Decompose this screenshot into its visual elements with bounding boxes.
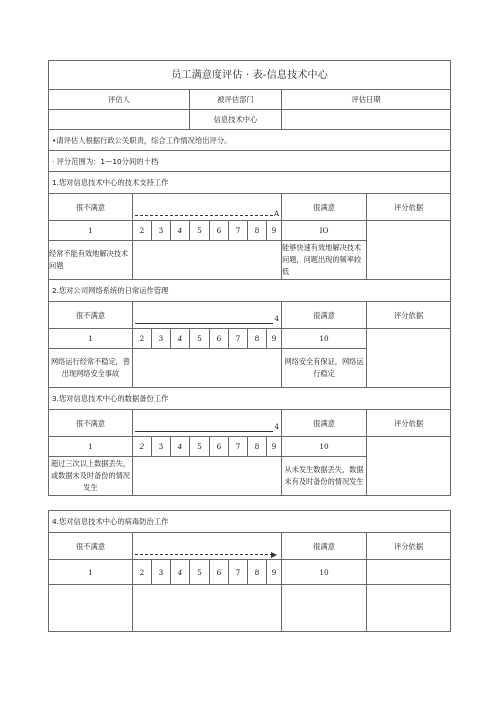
score-option[interactable]: 3 [152, 437, 171, 457]
score-option[interactable]: 5 [190, 560, 210, 585]
rating-scale-line [133, 410, 282, 437]
instruction-note: •请评估人根据行政公关职责，综合工作情况给出评分。 [49, 130, 451, 151]
middle-space [133, 585, 282, 632]
score-option-ten[interactable]: 10 [282, 329, 367, 349]
scale-range-note: · 评分范围为：1—10分间的十档 [49, 151, 451, 172]
score-option[interactable]: 9 [267, 560, 282, 585]
score-option[interactable]: 6 [210, 221, 229, 241]
score-option[interactable]: 2 [133, 560, 152, 585]
basis-input[interactable] [367, 221, 451, 280]
low-score-description: 超过三次以上数据丢失，或数据未及时备份的情况发生 [49, 457, 133, 496]
score-option[interactable]: 5 [190, 437, 210, 457]
high-score-description: 能够快速有效地解决技术问题，问题出现的频率较低 [282, 241, 367, 280]
basis-input[interactable] [367, 560, 451, 585]
score-option[interactable]: 4 [171, 329, 190, 349]
low-score-description: 经常不能有效地解决技术问题 [49, 241, 133, 280]
rating-scale-line [133, 302, 282, 329]
low-score-description: 网络运行经常不稳定，曾出现网络安全事故 [49, 349, 133, 388]
basis-label: 评分依据 [367, 533, 451, 560]
scale-marker: 4 [274, 423, 279, 431]
score-option[interactable]: 7 [229, 437, 248, 457]
dept-name: 信息技术中心 [190, 110, 282, 130]
middle-space [133, 457, 282, 496]
score-option-ten[interactable]: 10 [282, 437, 367, 457]
section-4-title: 4.您对信息技术中心的病毒防治工作 [49, 511, 451, 533]
very-satisfied-label: 很满意 [282, 302, 367, 329]
middle-space [133, 241, 282, 280]
high-score-description: 从未发生数据丢失，数据未有及时备份的情况发生 [282, 457, 367, 496]
score-option[interactable]: 8 [248, 221, 267, 241]
low-score-description [49, 585, 133, 632]
score-option[interactable]: 2 [133, 329, 152, 349]
section-gap [49, 496, 451, 511]
score-option[interactable]: 4 [171, 560, 190, 585]
score-option[interactable]: 1 [49, 560, 133, 585]
very-dissatisfied-label: 很不满意 [49, 410, 133, 437]
score-option[interactable]: 6 [210, 437, 229, 457]
scale-marker: A [273, 210, 279, 218]
basis-label: 评分依据 [367, 410, 451, 437]
rating-scale-line [133, 533, 282, 560]
eval-date-value[interactable] [282, 110, 451, 130]
very-satisfied-label: 很满意 [282, 194, 367, 221]
score-option[interactable]: 5 [190, 329, 210, 349]
evaluator-value[interactable] [49, 110, 190, 130]
score-option-ten[interactable]: IO [282, 221, 367, 241]
scale-line [135, 431, 273, 432]
basis-input[interactable] [367, 437, 451, 496]
section-1-title: 1.您对信息技术中心的技术支持工作 [49, 172, 451, 194]
score-option[interactable]: 3 [152, 221, 171, 241]
basis-label: 评分依据 [367, 194, 451, 221]
basis-input[interactable] [367, 329, 451, 388]
scale-line [135, 215, 273, 216]
very-satisfied-label: 很满意 [282, 533, 367, 560]
evaluation-form [48, 60, 450, 632]
score-option[interactable]: 9 [267, 329, 282, 349]
score-option[interactable]: 7 [229, 560, 248, 585]
very-dissatisfied-label: 很不满意 [49, 194, 133, 221]
score-option[interactable]: 3 [152, 329, 171, 349]
score-option[interactable]: 1 [49, 221, 133, 241]
score-option[interactable]: 7 [229, 329, 248, 349]
very-dissatisfied-label: 很不满意 [49, 533, 133, 560]
score-option[interactable]: 8 [248, 437, 267, 457]
rating-scale-line [133, 194, 282, 221]
section-2-title: 2.您对公司网络系统的日常运作管理 [49, 280, 451, 302]
score-option[interactable]: 8 [248, 329, 267, 349]
score-option[interactable]: 1 [49, 437, 133, 457]
high-score-description: 网络安全有保证，网络运行稳定 [282, 349, 367, 388]
score-option-ten[interactable]: 10 [282, 560, 367, 585]
form-title: 员工满意度评估 · 表-信息技术中心 [49, 61, 451, 90]
very-dissatisfied-label: 很不满意 [49, 302, 133, 329]
basis-label: 评分依据 [367, 302, 451, 329]
score-option[interactable]: 4 [171, 221, 190, 241]
scale-marker: 4 [274, 315, 279, 323]
score-option[interactable]: 7 [229, 221, 248, 241]
score-option[interactable]: 8 [248, 560, 267, 585]
high-score-description [282, 585, 367, 632]
score-option[interactable]: 6 [210, 329, 229, 349]
eval-date-label: 评估日期 [282, 90, 451, 110]
section-3-title: 3.您对信息技术中心的数据备份工作 [49, 388, 451, 410]
form-table [48, 60, 451, 632]
scale-line [135, 323, 273, 324]
arrow-right-icon [271, 552, 277, 558]
score-option[interactable]: 1 [49, 329, 133, 349]
very-satisfied-label: 很满意 [282, 410, 367, 437]
score-option[interactable]: 9 [267, 437, 282, 457]
score-option[interactable]: 9 [267, 221, 282, 241]
scale-line [135, 554, 273, 555]
score-option[interactable]: 5 [190, 221, 210, 241]
score-option[interactable]: 6 [210, 560, 229, 585]
evaluated-dept-label: 被评估部门 [190, 90, 282, 110]
score-option[interactable]: 4 [171, 437, 190, 457]
score-option[interactable]: 2 [133, 221, 152, 241]
score-option[interactable]: 2 [133, 437, 152, 457]
basis-input[interactable] [367, 585, 451, 632]
middle-space [133, 349, 282, 388]
evaluator-label: 评估人 [49, 90, 190, 110]
score-option[interactable]: 3 [152, 560, 171, 585]
